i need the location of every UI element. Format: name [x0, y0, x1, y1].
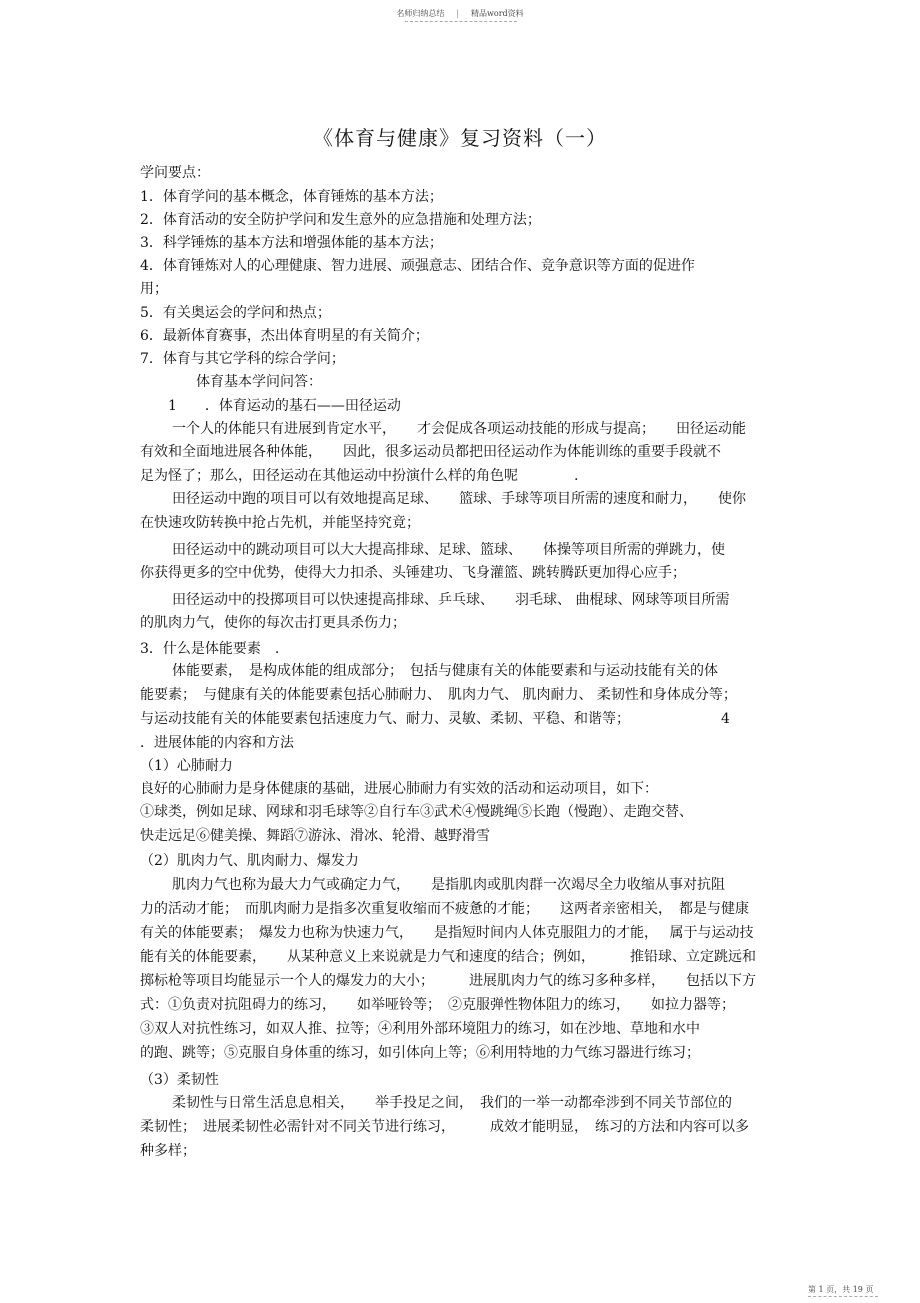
text-line: 在快速攻防转换中抢占先机，并能坚持究竟； — [140, 515, 420, 531]
text-line: 一个人的体能只有进展到肯定水平， 才会促成各项运动技能的形成与提高； 田径运动能 — [172, 421, 746, 437]
text-line: ③双人对抗性练习，如双人推、拉等；④利用外部环境阻力的练习，如在沙地、草地和水中 — [140, 1021, 700, 1037]
text-line: 1．体育学问的基本概念，体育锤炼的基本方法； — [140, 189, 443, 205]
text-line: 田径运动中的跳动项目可以大大提高排球、足球、篮球、 体操等项目所需的弹跳力，使 — [172, 542, 725, 558]
text-line: 6．最新体育赛事，杰出体育明星的有关简介； — [140, 328, 429, 344]
text-line: 2．体育活动的安全防护学问和发生意外的应急措施和处理方法； — [140, 212, 541, 228]
text-line: 的肌肉力气，使你的每次击打更具杀伤力； — [140, 615, 406, 631]
header-right: 精品word资料 — [471, 9, 524, 18]
text-line: 肌肉力气也称为最大力气或确定力气， 是指肌肉或肌肉群一次竭尽全力收缩从事对抗阻 — [172, 877, 725, 893]
section-heading: 3．什么是体能要素 . — [140, 641, 280, 657]
text-line: 柔韧性与日常生活息息相关， 举手投足之间， 我们的一举一动都牵涉到不同关节部位的 — [172, 1095, 732, 1111]
text-line: 良好的心肺耐力是身体健康的基础，进展心肺耐力有实效的活动和运动项目，如下： — [140, 781, 658, 797]
text-line: 能要素； 与健康有关的体能要素包括心肺耐力、 肌肉力气、 肌肉耐力、 柔韧性和身体成分等； — [140, 687, 737, 703]
text-line: 种多样； — [140, 1143, 196, 1159]
page-number: 第 1 页，共 19 页 — [808, 1285, 874, 1294]
text-line: 你获得更多的空中优势，使得大力扣杀、头锤建功、飞身灌篮、跳转腾跃更加得心应手； — [140, 565, 686, 581]
section-heading: ．进展体能的内容和方法 — [140, 735, 294, 751]
text-line: 有效和全面地进展各种体能， 因此，很多运动员都把田径运动作为体能训练的重要手段就不 — [140, 444, 721, 460]
text-line: 快走远足⑥健美操、舞蹈⑦游泳、滑冰、轮滑、越野滑雪 — [140, 828, 490, 844]
text-line: 4．体育锤炼对人的心理健康、智力进展、顽强意志、团结合作、竞争意识等方面的促进作 — [140, 258, 695, 274]
section-heading: 1 ．体育运动的基石——田径运动 — [168, 398, 401, 414]
footer-divider — [808, 1296, 878, 1297]
text-line: 掷标枪等项目均能显示一个人的爆发力的大小； 进展肌肉力气的练习多种多样， 包括以下方 — [140, 973, 756, 989]
text-line: 体能要素， 是构成体能的组成部分； 包括与健康有关的体能要素和与运动技能有关的体 — [172, 663, 718, 679]
text-line: 能有关的体能要素， 从某种意义上来说就是力气和速度的结合；例如， 推铅球、立定跳远和 — [140, 949, 756, 965]
header-left: 名师归纳总结 — [396, 9, 445, 18]
text-line: 的跑、跳等；⑤克服自身体重的练习，如引体向上等；⑥利用特地的力气练习器进行练习； — [140, 1045, 700, 1061]
sub-heading: （2）肌肉力气、肌肉耐力、爆发力 — [140, 853, 359, 869]
text-line: 用； — [140, 281, 168, 297]
text-line: ①球类，例如足球、网球和羽毛球等②自行车③武术④慢跳绳⑤长跑（慢跑）、走跑交替、 — [140, 804, 693, 820]
text-line: 有关的体能要素； 爆发力也称为快速力气， 是指短时间内人体克服阻力的才能， 属于与运动技 — [140, 925, 754, 941]
text-line: 3．科学锤炼的基本方法和增强体能的基本方法； — [140, 235, 443, 251]
text-line: 学问要点： — [140, 165, 210, 181]
sub-heading: （3）柔韧性 — [140, 1072, 219, 1088]
text-line: 足为怪了；那么，田径运动在其他运动中扮演什么样的角色呢 . — [140, 468, 579, 484]
text-line: 力的活动才能； 而肌肉耐力是指多次重复收缩而不疲惫的才能； 这两者亲密相关， 都是与健康 — [140, 901, 749, 917]
text-line: 式：①负责对抗阻碍力的练习， 如举哑铃等； ②克服弹性物体阻力的练习， 如拉力器等； — [140, 997, 735, 1013]
text-line: 田径运动中的投掷项目可以快速提高排球、乒乓球、 羽毛球、 曲棍球、网球等项目所需 — [172, 592, 730, 608]
text-line: 柔韧性； 进展柔韧性必需针对不同关节进行练习， 成效才能明显， 练习的方法和内容可以多 — [140, 1119, 749, 1135]
text-line: 7．体育与其它学科的综合学问； — [140, 351, 345, 367]
text-line: 田径运动中跑的项目可以有效地提高足球、 篮球、手球等项目所需的速度和耐力， 使你 — [172, 491, 746, 507]
text-line: 5．有关奥运会的学问和热点； — [140, 305, 331, 321]
document-title: 《体育与健康》复习资料（一） — [313, 126, 607, 150]
page-header: 名师归纳总结 | 精品word资料 — [396, 9, 524, 18]
header-divider — [405, 21, 517, 22]
section-heading: 体育基本学问问答： — [196, 374, 322, 390]
sub-heading: （1）心肺耐力 — [140, 758, 233, 774]
text-line: 与运动技能有关的体能要素包括速度力气、耐力、灵敏、柔韧、平稳、和谐等； 4 — [140, 711, 730, 727]
